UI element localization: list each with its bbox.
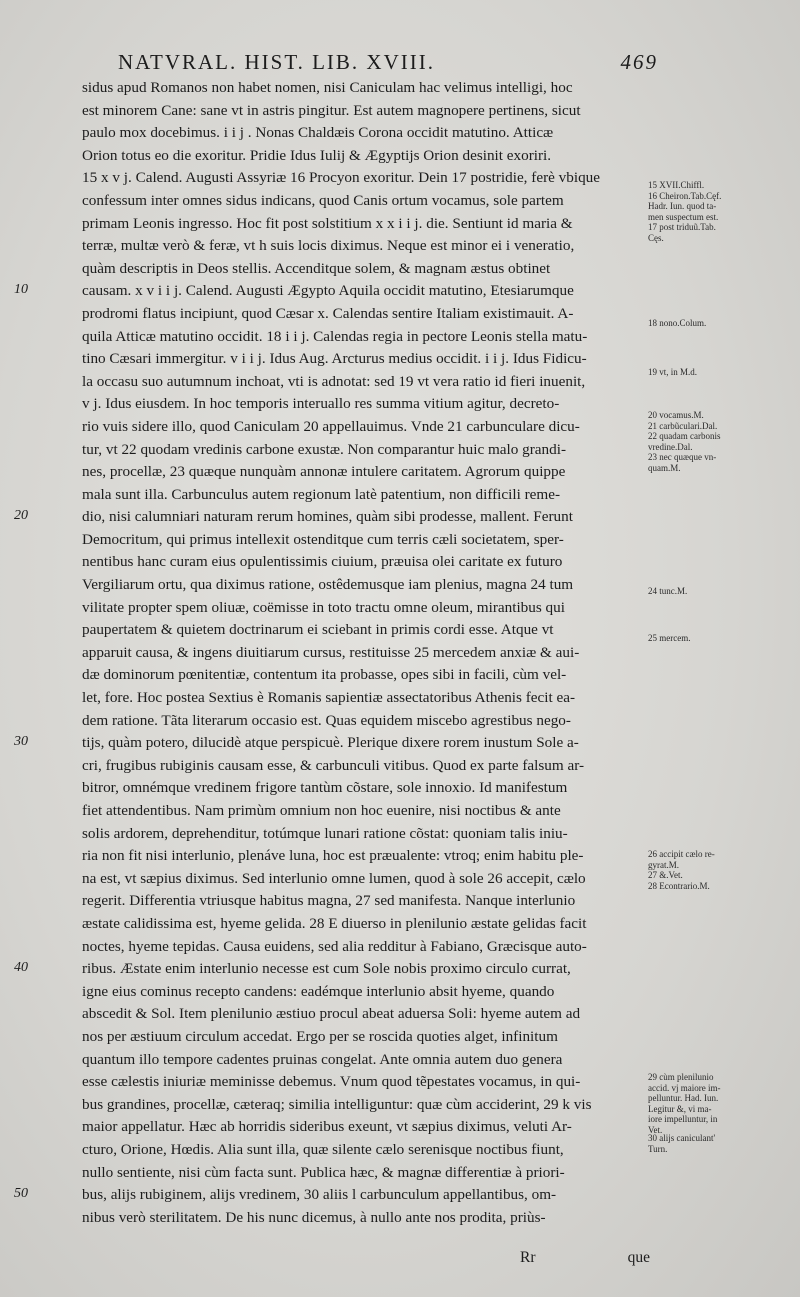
margin-note-line: 23 nec quæque vn- — [648, 452, 717, 462]
margin-note-line: Vet. — [648, 1124, 663, 1135]
margin-note-line: 22 quadam carbonis — [648, 431, 721, 441]
text-line: noctes, hyeme tepidas. Causa euidens, sed alia redditur à Fabiano, Græcisque auto- — [82, 937, 587, 955]
text-line: paupertatem & quietem doctrinarum ei sciebant in primis cordi esse. Atque vt — [82, 621, 554, 639]
margin-note-line: men suspectum est. — [648, 211, 719, 222]
text-line: nibus verò sterilitatem. De his nunc dicemus, à nullo ante nos prodita, priùs- — [82, 1208, 546, 1226]
margin-note-line: pelluntur. Had. Iun. — [648, 1093, 719, 1103]
main-text-block — [82, 77, 612, 1229]
line-number: 40 — [14, 960, 28, 976]
text-line: confessum inter omnes sidus indicans, quod Canis ortum vocamus, sole partem — [82, 191, 564, 209]
text-line: terræ, multæ verò & feræ, vt h suis locis diximus. Neque est minor ei i veneratio, — [82, 237, 575, 255]
text-line: nullo sentiente, nisi cùm facta sunt. Publica hæc, & magnæ differentiæ à priori- — [82, 1163, 565, 1181]
margin-note-line: 29 cùm plenilunio — [648, 1072, 714, 1082]
margin-note-line: 21 carbũculari.Dal. — [648, 420, 718, 431]
text-line: tijs, quàm potero, dilucidè atque perspicuè. Plerique dixere rorem inustum Sole a- — [82, 734, 579, 752]
text-line: let, fore. Hoc postea Sextius è Romanis sapientiæ assectatoribus Athenis fecit ea- — [82, 689, 576, 707]
text-line: dæ dominorum pœnitentiæ, contentum ita probasse, opes sibi in facili, cùm vel- — [82, 666, 567, 684]
margin-note — [648, 849, 778, 891]
text-line: igne eius cominus recepto candens: eadémque interlunio absit hyeme, quando — [82, 982, 555, 1000]
text-line: fiet attendentibus. Nam primùm omnium non hoc euenire, nisi noctibus & ante — [82, 802, 561, 819]
text-line: paulo mox docebimus. i i j . Nonas Chaldæis Corona occidit matutino. Atticæ — [82, 124, 554, 142]
text-line: vilitate propter spem oliuæ, coëmisse in toto tractu omne oleum, mirantibus qui — [82, 598, 565, 616]
margin-note — [648, 1072, 778, 1135]
margin-note-line: iore impelluntur, in — [648, 1114, 718, 1124]
text-line: esse cælestis iniuriæ meminisse debemus. Vnum quod tẽpestates vocamus, in qui- — [82, 1073, 581, 1091]
text-line: bus grandines, procellæ, cæteraq; similia intelliguntur: quæ cùm acciderint, 29 k vis — [82, 1095, 592, 1113]
text-line: rio vuis sidere illo, quod Caniculam 20 appellauimus. Vnde 21 carbunculare dicu- — [82, 417, 580, 435]
margin-note — [648, 318, 778, 329]
text-line: apparuit causa, & ingens diuitiarum cursus, restituisse 25 mercedem anxiæ & aui- — [82, 643, 580, 661]
margin-note-line: 30 alijs caniculant' — [648, 1133, 716, 1143]
text-line: ribus. Æstate enim interlunio necesse est cum Sole nobis proximo circulo currat, — [82, 960, 571, 978]
margin-note — [648, 367, 778, 378]
text-line: na est, vt sæpius diximus. Sed interlunio omne lumen, quod à sole 26 accepit, cælo — [82, 869, 586, 887]
text-line: la occasu suo autumnum inchoat, vti is adnotat: sed 19 vt vera ratio id fieri inuenit, — [82, 372, 586, 390]
margin-note — [648, 180, 778, 243]
margin-note-line: 19 vt, in M.d. — [648, 367, 698, 377]
text-line: dio, nisi calumniari naturam rerum homines, quàm sibi prodesse, mallent. Ferunt — [82, 508, 573, 526]
margin-note-line: Legitur &, vi ma- — [648, 1103, 712, 1114]
margin-note-line: 24 tunc.M. — [648, 586, 688, 596]
margin-note — [648, 586, 778, 597]
margin-note-line: 18 nono.Colum. — [648, 318, 707, 328]
margin-note-line: Hadr. Iun. quod ta- — [648, 201, 717, 211]
margin-note — [648, 410, 778, 473]
text-line: prodromi flatus incipiunt, quod Cæsar x. Calendas sentire Italiam existimauit. A- — [82, 304, 574, 322]
margin-note-line: 27 &.Vet. — [648, 870, 683, 880]
text-line: nentibus hanc curam eius opulentissimis ciuium, præuisa olei caritate ex futuro — [82, 553, 563, 571]
text-line: tur, vt 22 quodam vredinis carbone exustæ. Non comparantur huic malo grandi- — [82, 440, 567, 458]
line-number: 30 — [14, 734, 28, 750]
text-line: æstate calidissima est, hyeme gelida. 28 E diuerso in plenilunio æstate gelidas facit — [82, 914, 587, 932]
text-line: dem ratione. Tãta literarum occasio est. Quas equidem miscebo agrestibus nego- — [82, 711, 571, 729]
margin-note-line: vredine.Dal. — [648, 441, 693, 452]
text-line: 15 x v j. Calend. Augusti Assyriæ 16 Procyon exoritur. Dein 17 postridie, ferè vbique — [82, 169, 601, 187]
margin-note-line: 17 post triduũ.Tab. — [648, 222, 716, 232]
line-number: 20 — [14, 508, 28, 524]
text-line: maior appellatur. Hæc ab horridis sideribus exeunt, vt sæpius diximus, veluti Ar- — [82, 1118, 572, 1136]
text-line: causam. x v i i j. Calend. Augusti Ægypto Aquila occidit matutino, Etesiarumque — [82, 282, 574, 300]
text-line: Vergiliarum ortu, qua diximus ratione, ostêdemusque iam plenius, magna 24 tum — [82, 576, 574, 594]
text-line: mala sunt illa. Carbunculus autem regionum latè patentium, non difficili reme- — [82, 485, 560, 503]
line-number: 50 — [14, 1186, 28, 1202]
margin-note-line: 25 mercem. — [648, 633, 691, 643]
text-line: nos per æstiuum circulum accedat. Ergo per se roscida quoties alget, infinitum — [82, 1027, 558, 1045]
text-line: ria non fit nisi interlunio, plenáve luna, hoc est præualente: vtroq; enim habitu ple- — [82, 847, 584, 865]
margin-note-line: quam.M. — [648, 462, 681, 473]
margin-note — [648, 1133, 778, 1154]
text-line: primam Leonis ingresso. Hoc fit post solstitium x x i i j. die. Sentiunt id maria & — [82, 214, 573, 232]
text-line: Democritum, qui primus intellexit ostenditque cum terris cæli societatem, sper- — [82, 530, 564, 548]
page-number: 469 — [620, 50, 658, 74]
text-line: quantum illo tempore cadentes pruinas congelat. Ante omnia autem duo genera — [82, 1050, 563, 1068]
text-line: quàm descriptis in Deos stellis. Accenditque solem, & magnam æstus obtinet — [82, 259, 551, 277]
margin-note-line: 20 vocamus.M. — [648, 410, 704, 420]
text-line: sidus apud Romanos non habet nomen, nisi Caniculam hac velimus intelligi, hoc — [82, 79, 573, 96]
margin-note-line: gyrat.M. — [648, 859, 679, 870]
running-title: NATVRAL. HIST. LIB. XVIII. — [118, 50, 435, 74]
text-line: est minorem Cane: sane vt in astris pingitur. Est autem magnopere pertinens, sicut — [82, 101, 581, 119]
margin-note-line: 28 Econtrario.M. — [648, 880, 710, 891]
running-header — [118, 50, 658, 80]
margin-note-line: 26 accipit cælo re- — [648, 849, 715, 859]
signature-mark: Rr — [520, 1249, 536, 1266]
text-line: regerit. Differentia vtriusque habitus magna, 27 sed manifesta. Nanque interlunio — [82, 892, 576, 910]
text-line: nes, procellæ, 23 quæque nunquàm annonæ intulere caritatem. Agrorum quippe — [82, 463, 566, 481]
text-line: v j. Idus eiusdem. In hoc temporis interuallo res summa vitium agitur, decreto- — [82, 395, 560, 413]
margin-note-line: accid. vj maiore im- — [648, 1082, 721, 1093]
margin-note-line: 16 Cheiron.Tab.Cęf. — [648, 190, 722, 201]
text-line: tino Cæsari immergitur. v i i j. Idus Aug. Arcturus medius occidit. i i j. Idus Fidicu- — [82, 350, 587, 368]
text-line: bitror, omnémque vredinem frigore tantùm cõstare, sole innoxio. Id manifestum — [82, 779, 568, 797]
line-number: 10 — [14, 282, 28, 298]
text-line: bus, alijs rubiginem, alijs vredinem, 30 aliis l carbunculum appellantibus, om- — [82, 1186, 557, 1204]
text-line: cturo, Orione, Hœdis. Alia sunt illa, quæ silente cælo serenisque noctibus fiunt, — [82, 1140, 564, 1158]
margin-note — [648, 633, 778, 644]
text-line: solis ardorem, deprehenditur, totúmque lunari ratione cõstat: quoniam talis iniu- — [82, 824, 568, 842]
text-line: cri, frugibus rubiginis causam esse, & carbunculi vitibus. Quod ex parte falsum ar- — [82, 756, 585, 774]
text-line: Orion totus eo die exoritur. Pridie Idus Iulij & Ægyptijs Orion desinit exoriri. — [82, 146, 552, 164]
margin-note-line: Cęs. — [648, 232, 664, 243]
text-line: quila Atticæ matutino occidit. 18 i i j. Calendas regia in pectore Leonis stella matu- — [82, 327, 588, 345]
margin-note-line: 15 XVII.Chiffl. — [648, 180, 705, 190]
text-line: abscedit & Sol. Item plenilunio æstiuo procul abeat aduersa Soli: hyeme autem ad — [82, 1005, 581, 1023]
margin-note-line: Turn. — [648, 1143, 668, 1154]
catchword: que — [627, 1249, 650, 1266]
page-footer — [515, 1249, 650, 1273]
